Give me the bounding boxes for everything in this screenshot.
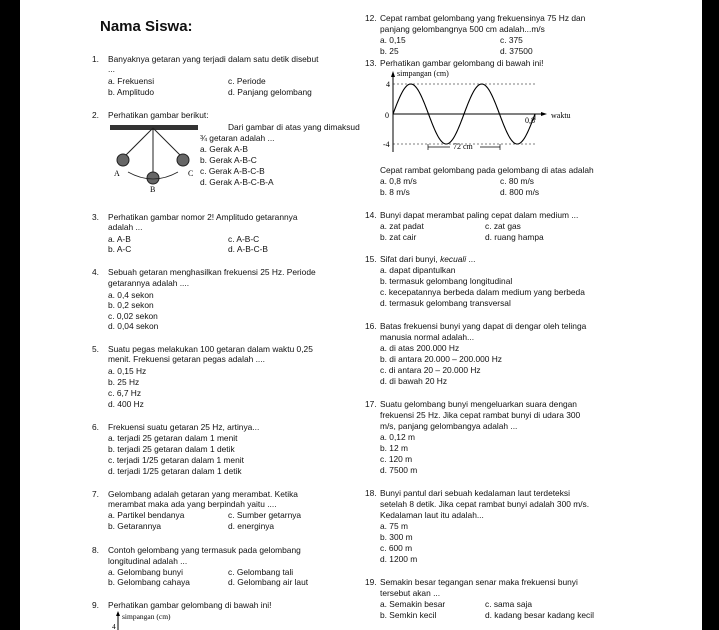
q3-number: 3.: [92, 212, 99, 222]
q19-stem-line2: tersebut akan ...: [380, 588, 441, 598]
q12-stem-line2: panjang gelombangnya 500 cm adalah...m/s: [380, 24, 545, 34]
q17-option-c: c. 120 m: [380, 454, 413, 464]
q17-option-b: b. 12 m: [380, 443, 408, 453]
pendulum-figure: [108, 120, 200, 196]
q13-stem: Perhatikan gambar gelombang di bawah ini!: [380, 58, 544, 68]
q12-option-b: b. 25: [380, 46, 399, 56]
q1-number: 1.: [92, 54, 99, 64]
q13-option-a: a. 0,8 m/s: [380, 176, 417, 186]
q2-option-b: b. Gerak A-B-C: [200, 155, 257, 165]
q8-stem-line2: longitudinal adalah ...: [108, 556, 188, 566]
left-black-border: [0, 0, 20, 630]
q5-number: 5.: [92, 344, 99, 354]
q13-xlabel: waktu: [551, 111, 571, 120]
q4-number: 4.: [92, 267, 99, 277]
label-b: B: [150, 185, 156, 194]
q14-option-a: a. zat padat: [380, 221, 424, 231]
q16-option-a: a. di atas 200.000 Hz: [380, 343, 460, 353]
q3-option-a: a. A-B: [108, 234, 131, 244]
q15-stem-except: kecuali: [440, 254, 467, 264]
q6-option-d: d. terjadi 1/25 getaran dalam 1 detik: [108, 466, 242, 476]
q15-stem-pre: Sifat dari bunyi,: [380, 254, 441, 264]
q9-tick-label: 4: [112, 622, 116, 630]
q7-option-d: d. energinya: [228, 521, 275, 531]
q16-option-c: c. di antara 20 – 20.000 Hz: [380, 365, 481, 375]
q13-ytick-pos: 4: [386, 80, 390, 89]
q4-stem-line2: getarannya adalah ....: [108, 278, 190, 288]
q14-stem: Bunyi dapat merambat paling cepat dalam medium ...: [380, 210, 579, 220]
label-c: C: [188, 169, 194, 178]
q5-stem-line2: menit. Frekuensi getaran pegas adalah ....: [108, 354, 265, 364]
q8-stem-line1: Contoh gelombang yang termasuk pada gelombang: [108, 545, 301, 555]
q6-option-c: c. terjadi 1/25 getaran dalam 1 menit: [108, 455, 244, 465]
q3-stem-line2: adalah ...: [108, 222, 143, 232]
q9-stem: Perhatikan gambar gelombang di bawah ini!: [108, 600, 272, 610]
q15-option-a: a. dapat dipantulkan: [380, 265, 456, 275]
q8-number: 8.: [92, 545, 99, 555]
q16-option-d: d. di bawah 20 Hz: [380, 376, 448, 386]
q8-option-b: b. Gelombang cahaya: [108, 577, 190, 587]
q19-option-b: b. Semkin kecil: [380, 610, 437, 620]
q17-stem-line3: m/s, panjang gelombangya adalah ...: [380, 421, 518, 431]
q14-option-d: d. ruang hampa: [485, 232, 544, 242]
q16-stem-line2: manusia normal adalah...: [380, 332, 475, 342]
q18-option-c: c. 600 m: [380, 543, 413, 553]
q12-option-d: d. 37500: [500, 46, 533, 56]
q9-wave-figure: [112, 610, 232, 630]
q9-number: 9.: [92, 600, 99, 610]
q5-stem-line1: Suatu pegas melakukan 100 getaran dalam waktu 0,25: [108, 344, 313, 354]
q2-number: 2.: [92, 110, 99, 120]
q15-option-d: d. termasuk gelombang transversal: [380, 298, 511, 308]
q16-option-b: b. di antara 20.000 – 200.000 Hz: [380, 354, 502, 364]
q2-stem-line1: Dari gambar di atas yang dimaksud: [228, 122, 360, 132]
q12-option-c: c. 375: [500, 35, 523, 45]
q13-option-b: b. 8 m/s: [380, 187, 410, 197]
q16-number: 16.: [365, 321, 377, 331]
q3-stem-line1: Perhatikan gambar nomor 2! Amplitudo getarannya: [108, 212, 298, 222]
right-black-border: [702, 0, 719, 630]
q6-option-b: b. terjadi 25 getaran dalam 1 detik: [108, 444, 235, 454]
q1-option-d: d. Panjang gelombang: [228, 87, 312, 97]
q2-stem-line2: ¾ getaran adalah ...: [200, 133, 275, 143]
q14-option-b: b. zat cair: [380, 232, 417, 242]
q13-ytick-neg: -4: [383, 140, 390, 149]
q8-option-c: c. Gelombang tali: [228, 567, 294, 577]
label-a: A: [114, 169, 120, 178]
q13-xtick-end: 0,8: [525, 116, 535, 125]
q4-option-b: b. 0,2 sekon: [108, 300, 154, 310]
q13-ylabel: simpangan (cm): [397, 69, 449, 78]
q15-option-b: b. termasuk gelombang longitudinal: [380, 276, 513, 286]
q19-option-d: d. kadang besar kadang kecil: [485, 610, 594, 620]
q5-option-d: d. 400 Hz: [108, 399, 144, 409]
q15-number: 15.: [365, 254, 377, 264]
q13-stem-line2: Cepat rambat gelombang pada gelombang di atas adalah: [380, 165, 594, 175]
q2-option-c: c. Gerak A-B-C-B: [200, 166, 265, 176]
q2-option-d: d. Gerak A-B-C-B-A: [200, 177, 274, 187]
q4-option-a: a. 0,4 sekon: [108, 290, 154, 300]
q14-option-c: c. zat gas: [485, 221, 521, 231]
q7-stem-line2: merambat maka ada yang berpindah yaitu ....: [108, 499, 277, 509]
q18-option-b: b. 300 m: [380, 532, 413, 542]
q4-stem-line1: Sebuah getaran menghasilkan frekuensi 25 Hz. Periode: [108, 267, 316, 277]
q18-option-d: d. 1200 m: [380, 554, 418, 564]
q7-option-b: b. Getarannya: [108, 521, 162, 531]
q19-option-a: a. Semakin besar: [380, 599, 446, 609]
q1-option-a: a. Frekuensi: [108, 76, 155, 86]
q5-option-a: a. 0,15 Hz: [108, 366, 147, 376]
q1-option-b: b. Amplitudo: [108, 87, 155, 97]
q16-stem-line1: Batas frekuensi bunyi yang dapat di dengar oleh telinga: [380, 321, 587, 331]
q18-number: 18.: [365, 488, 377, 498]
q3-option-d: d. A-B-C-B: [228, 244, 269, 254]
q8-option-a: a. Gelombang bunyi: [108, 567, 183, 577]
q7-option-a: a. Partikel bendanya: [108, 510, 185, 520]
q18-option-a: a. 75 m: [380, 521, 408, 531]
q17-option-a: a. 0,12 m: [380, 432, 415, 442]
q7-number: 7.: [92, 489, 99, 499]
q19-option-c: c. sama saja: [485, 599, 533, 609]
q4-option-d: d. 0,04 sekon: [108, 321, 159, 331]
q7-option-c: c. Sumber getarnya: [228, 510, 302, 520]
q17-option-d: d. 7500 m: [380, 465, 418, 475]
q12-stem-line1: Cepat rambat gelombang yang frekuensinya 75 Hz dan: [380, 13, 586, 23]
q18-stem-line2: setelah 8 detik. Jika cepat rambat bunyi adalah 300 m/s.: [380, 499, 590, 509]
q5-option-b: b. 25 Hz: [108, 377, 140, 387]
q18-stem-line3: Kedalaman laut itu adalah...: [380, 510, 484, 520]
q13-wave-figure: [375, 68, 585, 158]
q19-stem-line1: Semakin besar tegangan senar maka frekuensi bunyi: [380, 577, 578, 587]
q6-option-a: a. terjadi 25 getaran dalam 1 menit: [108, 433, 238, 443]
q12-option-a: a. 0,15: [380, 35, 406, 45]
q13-option-c: c. 80 m/s: [500, 176, 534, 186]
q18-stem-line1: Bunyi pantul dari sebuah kedalaman laut terdeteksi: [380, 488, 570, 498]
q13-number: 13.: [365, 58, 377, 68]
q6-stem: Frekuensi suatu getaran 25 Hz, artinya...: [108, 422, 260, 432]
q9-axis-label: simpangan (cm): [122, 612, 171, 621]
q7-stem-line1: Gelombang adalah getaran yang merambat. Ketika: [108, 489, 298, 499]
q14-number: 14.: [365, 210, 377, 220]
q13-origin: 0: [385, 111, 389, 120]
q5-option-c: c. 6,7 Hz: [108, 388, 142, 398]
student-name-label: Nama Siswa:: [100, 18, 193, 35]
q1-option-c: c. Periode: [228, 76, 266, 86]
q15-option-c: c. kecepatannya berbeda dalam medium yang berbeda: [380, 287, 585, 297]
q2-stem: Perhatikan gambar berikut:: [108, 110, 209, 120]
q12-number: 12.: [365, 13, 377, 23]
q13-option-d: d. 800 m/s: [500, 187, 540, 197]
q17-stem-line2: frekuensi 25 Hz. Jika cepat rambat bunyi di udara 300: [380, 410, 581, 420]
q3-option-b: b. A-C: [108, 244, 132, 254]
q8-option-d: d. Gelombang air laut: [228, 577, 309, 587]
q6-number: 6.: [92, 422, 99, 432]
q1-stem-line2: ...: [108, 64, 115, 74]
q3-option-c: c. A-B-C: [228, 234, 260, 244]
q17-number: 17.: [365, 399, 377, 409]
q2-option-a: a. Gerak A-B: [200, 144, 248, 154]
q15-stem: [380, 254, 475, 264]
q4-option-c: c. 0,02 sekon: [108, 311, 158, 321]
q15-stem-post: ...: [466, 254, 476, 264]
q17-stem-line1: Suatu gelombang bunyi mengeluarkan suara dengan: [380, 399, 577, 409]
worksheet-page: [20, 0, 702, 630]
q1-stem-line1: Banyaknya getaran yang terjadi dalam satu detik disebut: [108, 54, 319, 64]
q19-number: 19.: [365, 577, 377, 587]
q13-distance-label: 72 cm: [453, 142, 473, 151]
